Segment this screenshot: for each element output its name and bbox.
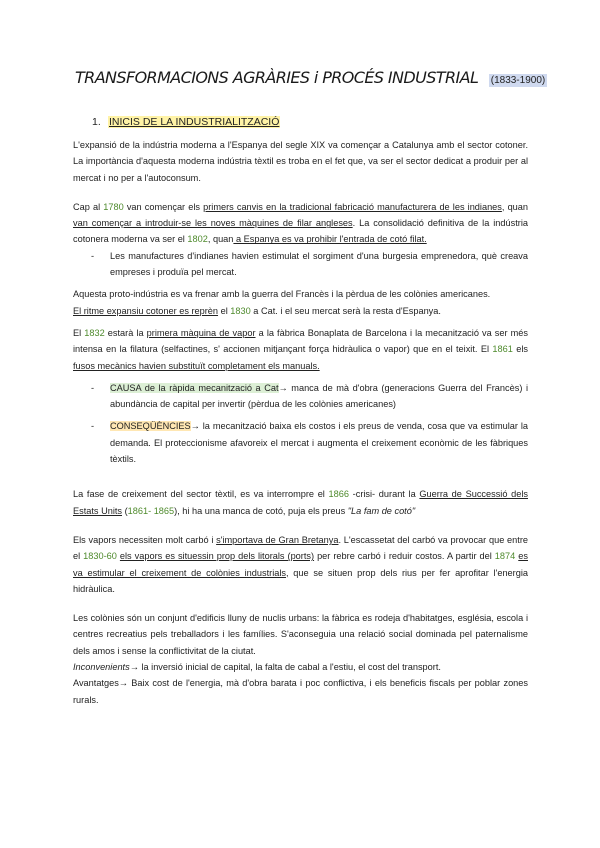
bullet-1: - Les manufactures d'indianes havien estimulat el sorgiment d'una burgesia emprenedora, què creava empreses i produïa pel mercat. — [91, 250, 528, 278]
paragraph-7: Les colònies són un conjunt d'edificis lluny de nuclis urbans: la fàbrica es rodeja d'habitatges, església, escola i centres recreatius pels treballadors i les famílies. S'aconseguia una relació social dominada pel paternalisme dels amos i sense la conflictivitat de la ciutat. — [73, 613, 528, 656]
section-number: 1. — [92, 116, 101, 128]
bullet-text: Les manufactures d'indianes havien estimulat el sorgiment d'una burgesia emprenedora, què creava empreses i produïa pel mercat. — [110, 250, 528, 278]
text: La fase de creixement del sector tèxtil, es va interrompre el — [73, 489, 329, 500]
paragraph-6 — [73, 532, 528, 597]
text: el — [218, 305, 231, 316]
paragraph-8 — [73, 659, 528, 675]
year: 1861 — [492, 344, 513, 355]
text: ( — [122, 505, 128, 516]
underlined-text: Guerra de Successió dels Estats Units — [73, 489, 528, 516]
cause-label: CAUSA de la ràpida mecanització a Cat — [110, 382, 279, 393]
text: estarà la — [104, 327, 147, 338]
underlined-text: El ritme expansiu cotoner es reprèn — [73, 305, 219, 316]
text: , quan — [501, 201, 529, 212]
year: 1830-60 — [83, 551, 117, 562]
text: , quan — [207, 234, 234, 245]
italic-quote: "La fam de cotó" — [347, 505, 416, 516]
text: els — [512, 344, 528, 355]
bullet-2: - CAUSA de la ràpida mecanització a Cat→ manca de mà d'obra (generacions Guerra del Francès) i abundància de capital per invertir (pèrdua de les colònies americanes) — [91, 382, 528, 410]
text: → la inversió inicial de capital, la falta de cabal a l'estiu, el cost del transport. — [129, 662, 441, 673]
bullet-3: - CONSEQÜÈNCIES→ la mecanització baixa els costos i els preus de venda, cosa que va estimular la demanda. El proteccionisme afavoreix el mercat i augmenta el creixement econòmic de les fàbriques tèxtils. — [91, 421, 528, 465]
text: a la fàbrica Bonaplata de Barcelona i la mecanització va ser més intensa en la filatura (selfactines, s' accionen mitjançant força hidràulica o vapor) que en el teixit. El — [73, 327, 529, 355]
text: a Cat. i el seu mercat serà la resta d'Espanya. — [250, 305, 441, 316]
text: Els vapors necessiten molt carbó i — [73, 534, 217, 545]
document-body — [73, 137, 528, 708]
section-heading — [92, 116, 280, 128]
text: -crisi- durant la — [348, 489, 420, 500]
bullet-text: → manca de mà d'obra (generacions Guerra del Francès) i abundància de capital per invertir (pèrdua de les colònies americanes) — [110, 382, 528, 410]
title-dates: (1833-1900) — [490, 75, 546, 86]
year: 1874 — [494, 551, 516, 562]
paragraph-1: L'expansió de la indústria moderna a l'Espanya del segle XIX va començar a Catalunya amb el sector cotoner. La importància d'aquesta moderna indústria tèxtil es troba en el fet que, va ser el sector dedicat a produir per al mercat i no per a l'autoconsum. — [73, 140, 528, 183]
underlined-text: a Espanya es va prohibir l'entrada de cotó filat. — [233, 234, 427, 245]
bullet-text: → la mecanització baixa els costos i els preus de venda, cosa que va estimular la demanda. El proteccionisme afavoreix el mercat i augmenta el creixement econòmic de les fàbriques tèxtils. — [110, 421, 528, 465]
consequences-label: CONSEQÜÈNCIES — [110, 421, 191, 432]
text: ), hi ha una manca de cotó, puja els preus — [174, 505, 348, 516]
underlined-text: es va estimular el creixement de colònies industrials, — [73, 551, 528, 578]
paragraph-2 — [73, 199, 528, 248]
document-title: TRANSFORMACIONS AGRÀRIES i PROCÉS INDUSTRIAL — [75, 68, 479, 87]
text: El — [73, 327, 85, 338]
text: Aquesta proto-indústria es va frenar amb la guerra del Francès i la pèrdua de les colònies americanes. — [73, 289, 491, 300]
underlined-text: primera màquina de vapor — [146, 327, 256, 338]
paragraph-9: Avantatges→ Baix cost de l'energia, mà d'obra barata i poc conflictiva, i els beneficis fiscals per poblar zones rurals. — [73, 678, 528, 705]
underlined-text: fusos mecànics havien substituït completament els manuals. — [73, 360, 320, 371]
text: . La consolidació definitiva de la indústria cotonera moderna va ser el — [73, 218, 528, 245]
text: per rebre carbó i reduir costos. A partir del — [314, 551, 495, 562]
underlined-text: els vapors es situessin prop dels litorals (ports) — [119, 551, 315, 562]
section-heading-text: INICIS DE LA INDUSTRIALITZACIÓ — [109, 116, 280, 128]
year: 1802 — [187, 234, 208, 245]
inconvenients-label: Inconvenients — [73, 662, 130, 673]
title-row — [75, 68, 545, 88]
text: Cap al — [73, 201, 104, 212]
year: 1866 — [328, 489, 349, 500]
year: 1861- 1865 — [127, 505, 175, 516]
underlined-text: van començar a introduir-se les noves màquines de filar angleses — [73, 218, 353, 229]
year: 1830 — [230, 305, 251, 316]
year: 1780 — [103, 201, 124, 212]
underlined-text: primers canvis en la tradicional fabricació manufacturera de les indianes — [203, 201, 502, 212]
text: van començar els — [123, 201, 204, 212]
paragraph-4 — [73, 325, 528, 374]
paragraph-5 — [73, 486, 528, 519]
text: . L'escassetat del carbó va provocar que entre el — [73, 534, 528, 562]
year: 1832 — [84, 327, 105, 338]
paragraph-3 — [73, 286, 528, 319]
underlined-text: s'importava de Gran Bretanya — [216, 534, 339, 545]
text: que se situen prop dels rius per fer aprofitar l'energia hidràulica. — [73, 567, 528, 594]
